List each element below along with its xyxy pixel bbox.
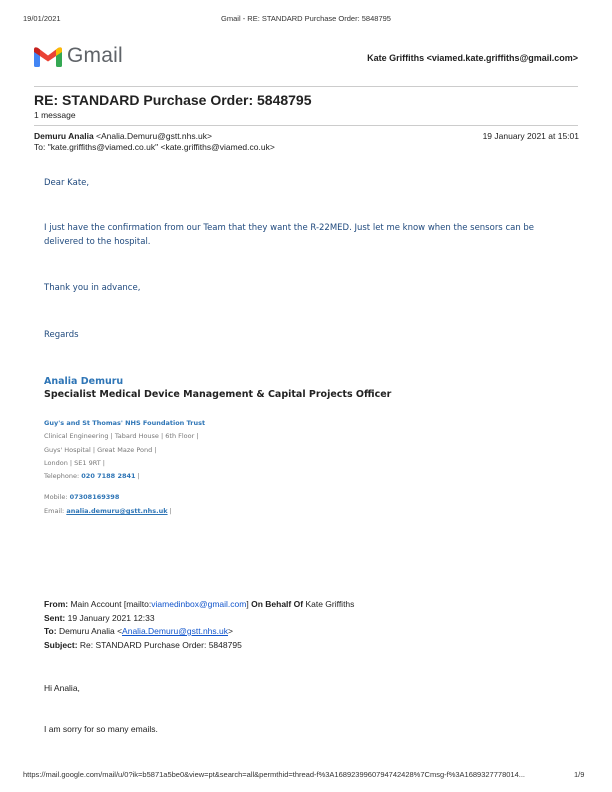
- body-line-1: I just have the confirmation from our Team that they want the R-22MED. Just let me know when the sensors can be: [44, 223, 535, 233]
- print-title: Gmail - RE: STANDARD Purchase Order: 5848795: [221, 14, 391, 23]
- print-url: https://mail.google.com/mail/u/0?ik=b5871a5be0&view=pt&search=all&permthid=thread-f%3A1689239960794742428%7Cmsg-f%3A1689327778014...: [23, 770, 526, 779]
- quoted-subject-text: Re: STANDARD Purchase Order: 5848795: [79, 640, 242, 650]
- header-divider: [34, 86, 578, 87]
- mobile-number: 07308169398: [69, 493, 120, 501]
- gmail-logo[interactable]: [34, 42, 123, 70]
- quoted-from-link[interactable]: viamedinbox@gmail.com: [151, 599, 247, 609]
- quoted-to-close: >: [228, 626, 233, 636]
- to-recipient: "kate.griffiths@viamed.co.uk" <kate.griffiths@viamed.co.uk>: [47, 142, 275, 152]
- quoted-sent: [44, 613, 155, 623]
- thread-divider: [34, 125, 578, 126]
- message-to: [34, 142, 275, 152]
- signature-address-1: Clinical Engineering | Tabard House | 6th Floor |: [44, 432, 199, 440]
- body-greeting: Dear Kate,: [44, 178, 90, 188]
- signature-org: Guy's and St Thomas' NHS Foundation Trust: [44, 419, 206, 427]
- signature-telephone: Telephone: 020 7188 2841 |: [44, 472, 140, 480]
- quoted-from-label: From:: [44, 599, 69, 609]
- signature-address-2: Guys' Hospital | Great Maze Pond |: [44, 446, 157, 454]
- quoted-to-link[interactable]: Analia.Demuru@gstt.nhs.uk: [122, 626, 229, 636]
- sender-name: Demuru Analia: [34, 131, 94, 141]
- signature-name: Analia Demuru: [44, 376, 124, 387]
- thread-subject: RE: STANDARD Purchase Order: 5848795: [34, 92, 312, 108]
- quoted-sent-label: Sent:: [44, 613, 66, 623]
- print-date: 19/01/2021: [23, 14, 61, 23]
- quoted-from-name: Main Account [mailto:: [70, 599, 152, 609]
- quoted-greeting: Hi Analia,: [44, 683, 80, 693]
- telephone-label: Telephone:: [44, 472, 80, 480]
- quoted-to: [44, 626, 233, 636]
- body-regards: Regards: [44, 330, 79, 340]
- gmail-logo-text: Gmail: [67, 44, 123, 67]
- signature-address-3: London | SE1 9RT |: [44, 459, 105, 467]
- quoted-behalf-label: On Behalf Of: [251, 599, 304, 609]
- signature-email-link[interactable]: analia.demuru@gstt.nhs.uk: [66, 507, 168, 515]
- signature-title: Specialist Medical Device Management & Capital Projects Officer: [44, 389, 392, 400]
- message-date: 19 January 2021 at 15:01: [482, 131, 579, 141]
- sender-email: <Analia.Demuru@gstt.nhs.uk>: [96, 131, 212, 141]
- message-from: [34, 131, 212, 141]
- quoted-line-1: I am sorry for so many emails.: [44, 724, 158, 734]
- quoted-from: [44, 599, 354, 609]
- print-page-number: 1/9: [574, 770, 585, 779]
- email-label: Email:: [44, 507, 65, 515]
- quoted-to-name: Demuru Analia <: [58, 626, 123, 636]
- signature-email: Email: analia.demuru@gstt.nhs.uk |: [44, 507, 172, 515]
- body-thanks: Thank you in advance,: [44, 283, 141, 293]
- quoted-to-label: To:: [44, 626, 57, 636]
- signature-mobile: [44, 493, 119, 501]
- quoted-subject-label: Subject:: [44, 640, 78, 650]
- mobile-label: Mobile:: [44, 493, 68, 501]
- telephone-number: 020 7188 2841: [81, 472, 136, 480]
- quoted-sent-date: 19 January 2021 12:33: [67, 613, 155, 623]
- quoted-subject: [44, 640, 242, 650]
- account-user: Kate Griffiths <viamed.kate.griffiths@gmail.com>: [367, 53, 578, 63]
- quoted-from-close: ]: [246, 599, 249, 609]
- body-line-2: delivered to the hospital.: [44, 237, 151, 247]
- quoted-behalf-name: Kate Griffiths: [305, 599, 355, 609]
- gmail-m-icon: [34, 46, 62, 67]
- message-count: 1 message: [34, 110, 76, 120]
- to-label: To:: [34, 142, 46, 152]
